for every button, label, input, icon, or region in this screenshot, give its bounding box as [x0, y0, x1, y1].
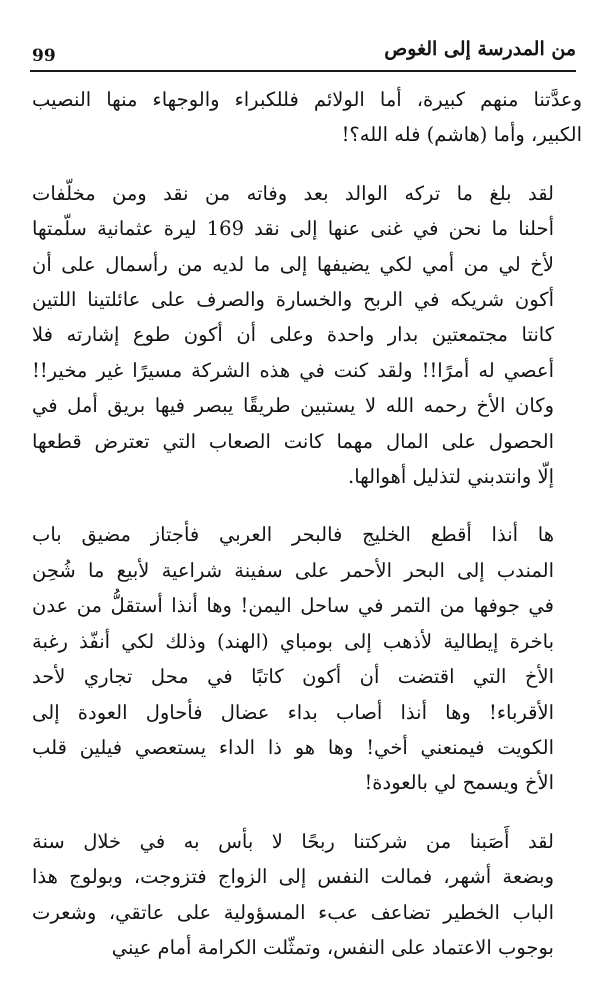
- text-line: المندب إلى البحر الأحمر على سفينة شراعية لأبيع ما شُحِن: [32, 558, 554, 582]
- text-line: ها أنذا أقطع الخليج فالبحر العربي فأجتاز مضيق باب: [32, 523, 554, 547]
- paragraph: [32, 824, 582, 966]
- paragraph: [32, 176, 582, 495]
- text-line: أكون شريكه في الربح والخسارة والصرف على عائلتينا اللتين: [32, 288, 554, 312]
- paragraph: [32, 82, 582, 153]
- text-line: الأقرباء! وها أنذا أصاب بداء عضال فأحاول العودة إلى: [32, 700, 554, 724]
- text-line: في جوفها من التمر في ساحل اليمن! وها أنذا أستقلُّ من عدن: [32, 594, 554, 618]
- page-header: [30, 34, 576, 68]
- running-title: من المدرسة إلى الغوص: [384, 38, 576, 60]
- page-number: 99: [32, 46, 56, 66]
- text-line: لقد بلغ ما تركه الوالد بعد وفاته من نقد ومن مخلّفات: [32, 181, 554, 205]
- text-line: أحلنا ما نحن في غنى عنها إلى نقد 169 ليرة عثمانية سلّمتها: [32, 217, 554, 241]
- header-rule: [30, 70, 576, 72]
- text-line: بوجوب الاعتماد على النفس، وتمثّلت الكرامة أمام عيني: [111, 935, 554, 959]
- text-line: أعصي له أمرًا!! ولقد كنت في هذه الشركة مسيرًا غير مخير!!: [32, 358, 554, 382]
- text-line: الكويت فيمنعني أخي! وها هو ذا الداء يستعصي فيلين قلب: [32, 735, 554, 759]
- text-line: الكبير، وأما (هاشم) فله الله؟!: [341, 123, 582, 147]
- text-line: إلّا وانتدبني لتذليل أهوالها.: [348, 465, 554, 489]
- text-line: وبضعة أشهر، فمالت النفس إلى الزواج فتزوجت، وبولوج هذا: [32, 865, 554, 889]
- paragraph: [32, 517, 582, 800]
- text-line: باخرة إيطالية لأذهب إلى بومباي (الهند) وذلك لكي أنفّذ رغبة: [32, 629, 554, 653]
- text-line: كانتا مجتمعتين بدار واحدة وعلى أن أكون طوع إشارته فلا: [32, 323, 554, 347]
- text-line: لأخ لي من أمي لكي يضيفها إلى ما لديه من رأسمال على أن: [32, 252, 554, 276]
- body-text: [32, 82, 582, 988]
- text-line: الحصول على المال مهما كانت الصعاب التي تعترض قطعها: [32, 429, 554, 453]
- text-line: وكان الأخ رحمه الله لا يستبين طريقًا يبصر فيها بريق أمل في: [32, 394, 554, 418]
- text-line: الأخ التي اقتضت أن أكون كاتبًا في محل تجاري لأحد: [32, 665, 554, 689]
- text-line: لقد أَصَبنا من شركتنا ربحًا لا بأس به في خلال سنة: [32, 829, 554, 853]
- text-line: وعدَّتنا منهم كبيرة، أما الولائم فللكبراء والوجهاء منها النصيب: [32, 88, 582, 111]
- text-line: الأخ ويسمح لي بالعودة!: [364, 771, 554, 795]
- text-line: الباب الخطير تضاعف عبء المسؤولية على عاتقي، وشعرت: [32, 900, 554, 924]
